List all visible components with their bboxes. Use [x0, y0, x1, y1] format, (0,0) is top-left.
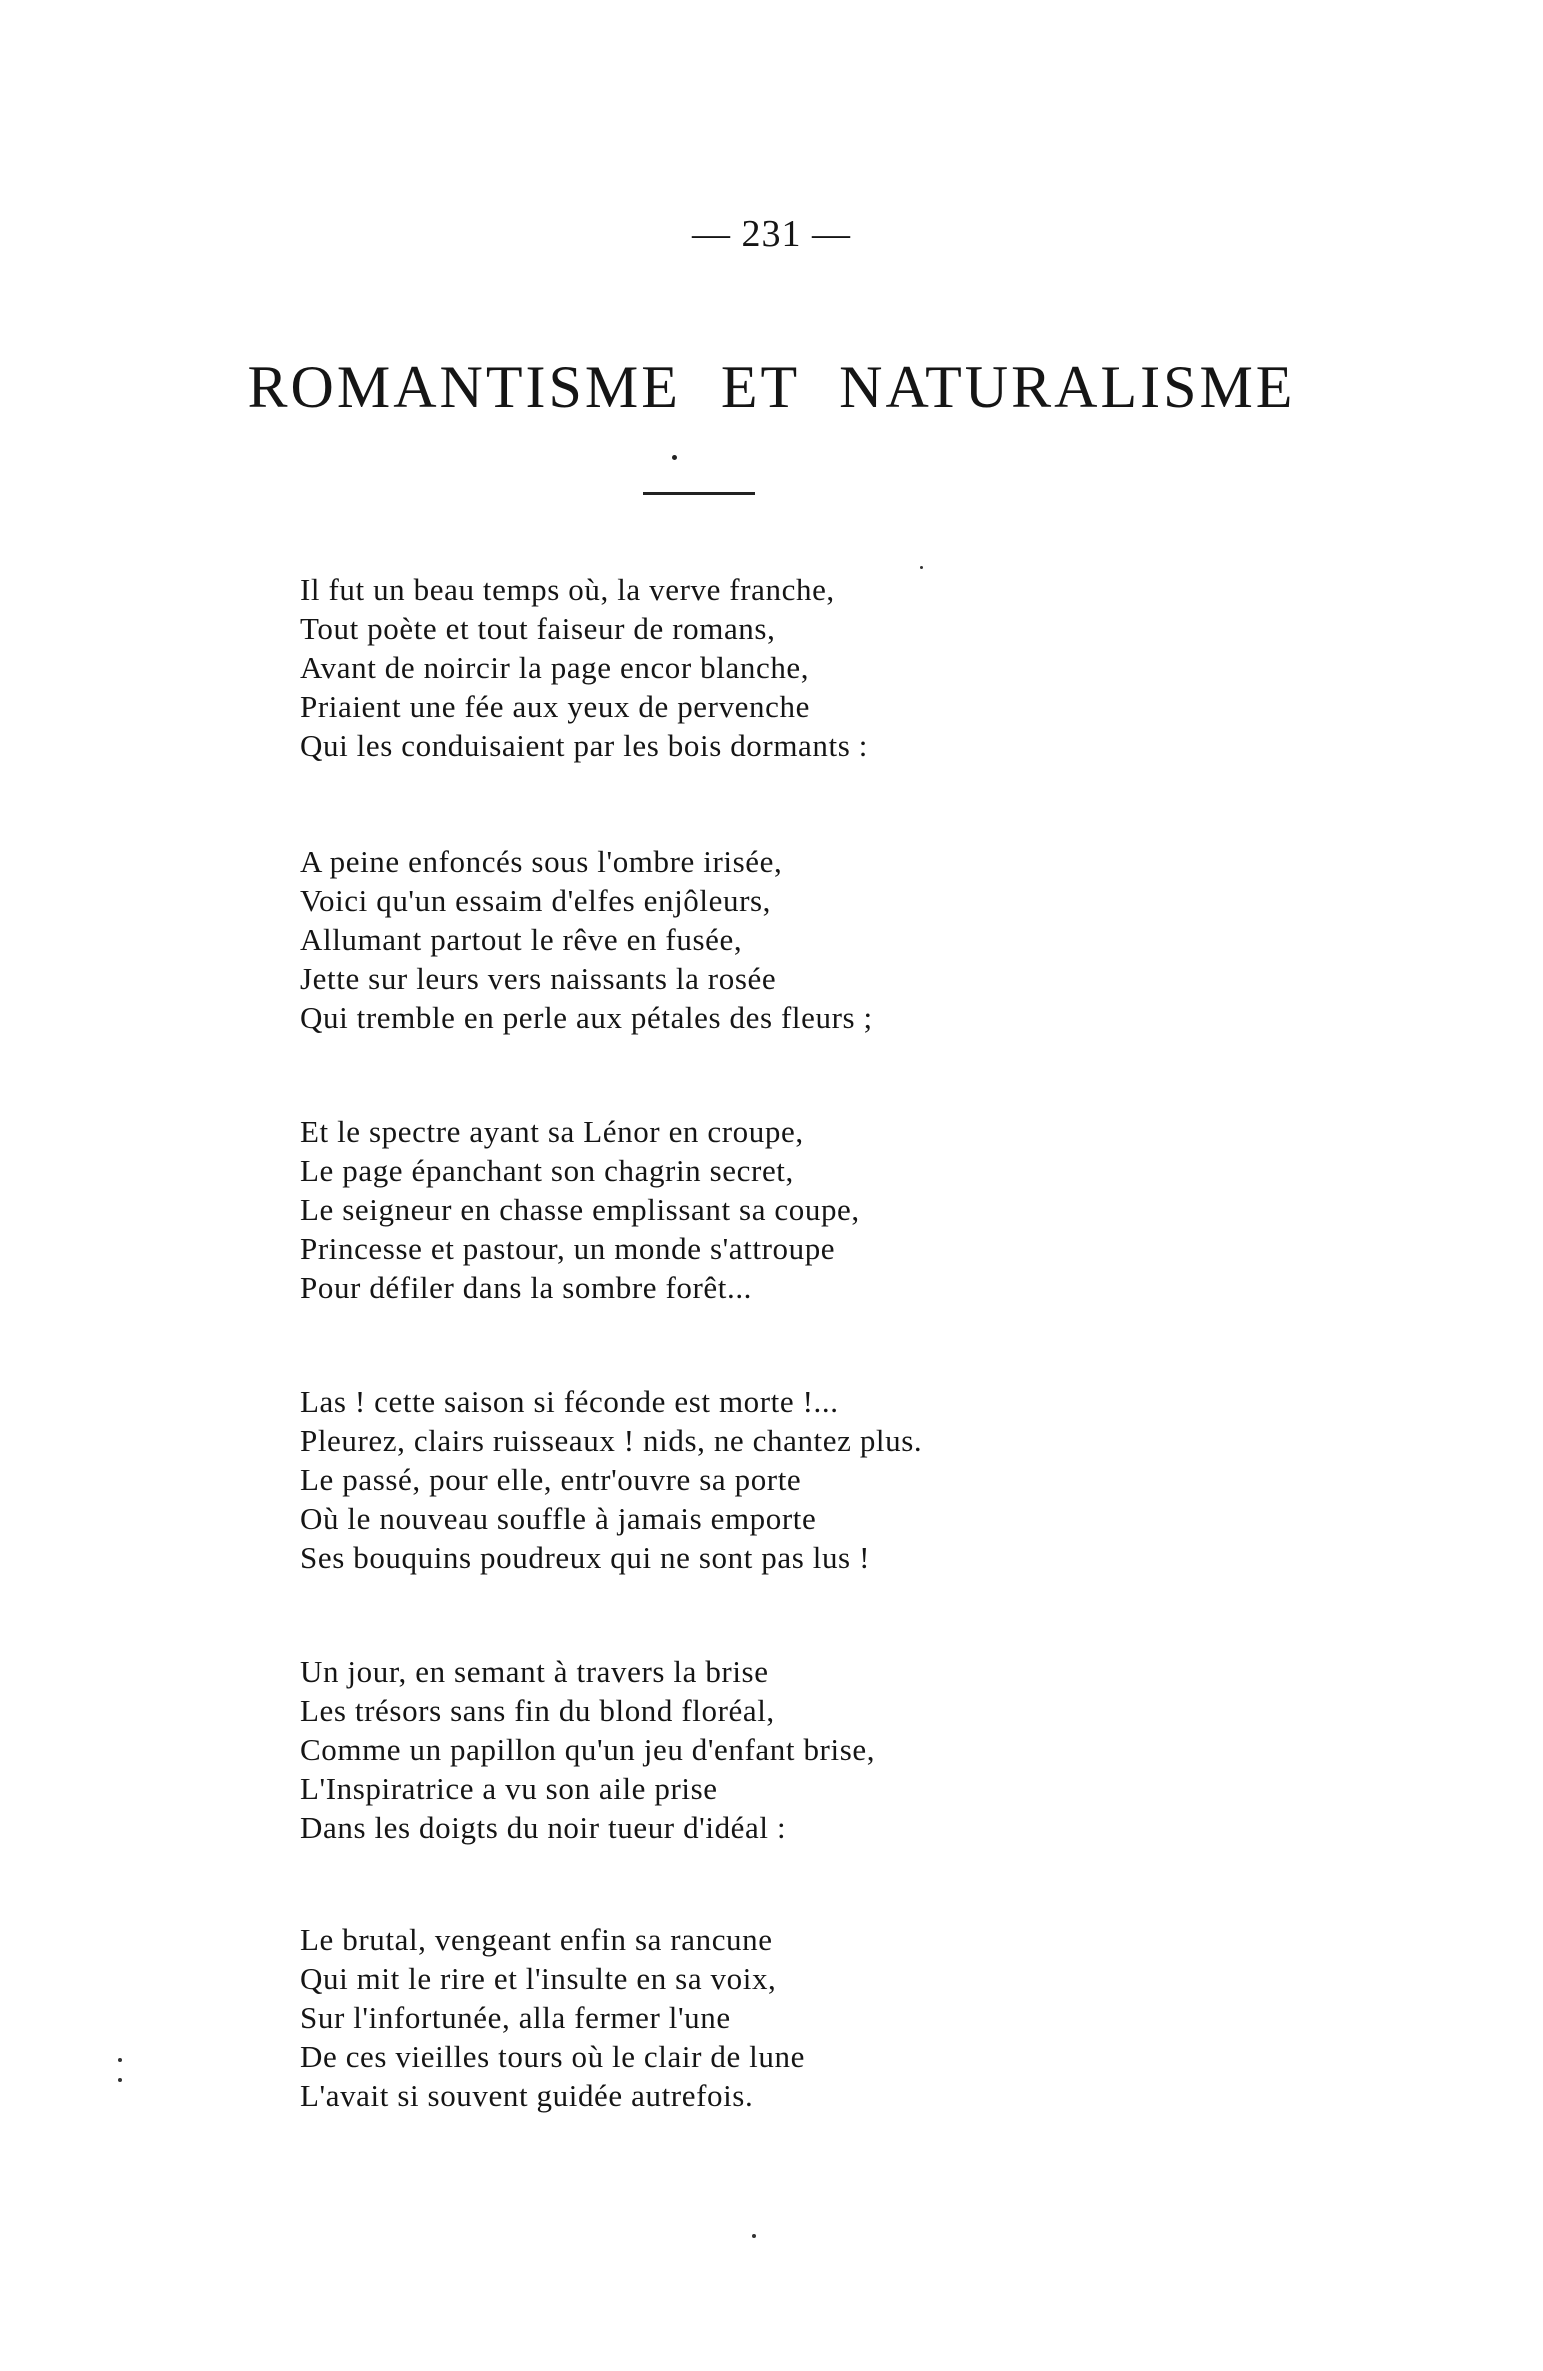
verse-line: Qui les conduisaient par les bois dormants : [300, 728, 868, 763]
stanza-4 [300, 1382, 922, 1577]
verse-line: Qui tremble en perle aux pétales des fleurs ; [300, 1000, 873, 1035]
verse-line: Et le spectre ayant sa Lénor en croupe, [300, 1114, 804, 1149]
paper-speck [752, 2234, 756, 2238]
verse-line: Princesse et pastour, un monde s'attroupe [300, 1231, 836, 1266]
verse-line: A peine enfoncés sous l'ombre irisée, [300, 844, 783, 879]
verse-line: Le page épanchant son chagrin secret, [300, 1153, 794, 1188]
verse-line: L'Inspiratrice a vu son aile prise [300, 1771, 718, 1806]
title-divider [643, 492, 755, 495]
verse-line: Allumant partout le rêve en fusée, [300, 922, 743, 957]
paper-speck [118, 2078, 122, 2082]
verse-line: L'avait si souvent guidée autrefois. [300, 2078, 754, 2113]
stanza-5 [300, 1652, 875, 1847]
verse-line: Las ! cette saison si féconde est morte !... [300, 1384, 839, 1419]
verse-line: Sur l'infortunée, alla fermer l'une [300, 2000, 731, 2035]
verse-line: Jette sur leurs vers naissants la rosée [300, 961, 777, 996]
verse-line: Pleurez, clairs ruisseaux ! nids, ne chantez plus. [300, 1423, 923, 1458]
stanza-6 [300, 1920, 805, 2115]
verse-line: Le passé, pour elle, entr'ouvre sa porte [300, 1462, 802, 1497]
verse-line: Qui mit le rire et l'insulte en sa voix, [300, 1961, 777, 1996]
verse-line: Le brutal, vengeant enfin sa rancune [300, 1922, 773, 1957]
verse-line: Priaient une fée aux yeux de pervenche [300, 689, 810, 724]
paper-speck [920, 566, 923, 569]
verse-line: Pour défiler dans la sombre forêt... [300, 1270, 753, 1305]
verse-line: Ses bouquins poudreux qui ne sont pas lus ! [300, 1540, 870, 1575]
verse-line: Avant de noircir la page encor blanche, [300, 650, 810, 685]
verse-line: Un jour, en semant à travers la brise [300, 1654, 769, 1689]
ornament-dot [672, 455, 677, 460]
page-number: — 231 — [692, 213, 851, 255]
verse-line: Il fut un beau temps où, la verve franche, [300, 572, 835, 607]
verse-line: Tout poète et tout faiseur de romans, [300, 611, 776, 646]
verse-line: Le seigneur en chasse emplissant sa coupe, [300, 1192, 860, 1227]
verse-line: De ces vieilles tours où le clair de lune [300, 2039, 805, 2074]
verse-line: Où le nouveau souffle à jamais emporte [300, 1501, 817, 1536]
verse-line: Comme un papillon qu'un jeu d'enfant brise, [300, 1732, 876, 1767]
stanza-1 [300, 570, 868, 765]
stanza-3 [300, 1112, 860, 1307]
verse-line: Dans les doigts du noir tueur d'idéal : [300, 1810, 787, 1845]
stanza-2 [300, 842, 873, 1037]
page-title: ROMANTISME ET NATURALISME [247, 354, 1296, 420]
verse-line: Voici qu'un essaim d'elfes enjôleurs, [300, 883, 772, 918]
paper-speck [118, 2058, 122, 2062]
verse-line: Les trésors sans fin du blond floréal, [300, 1693, 775, 1728]
